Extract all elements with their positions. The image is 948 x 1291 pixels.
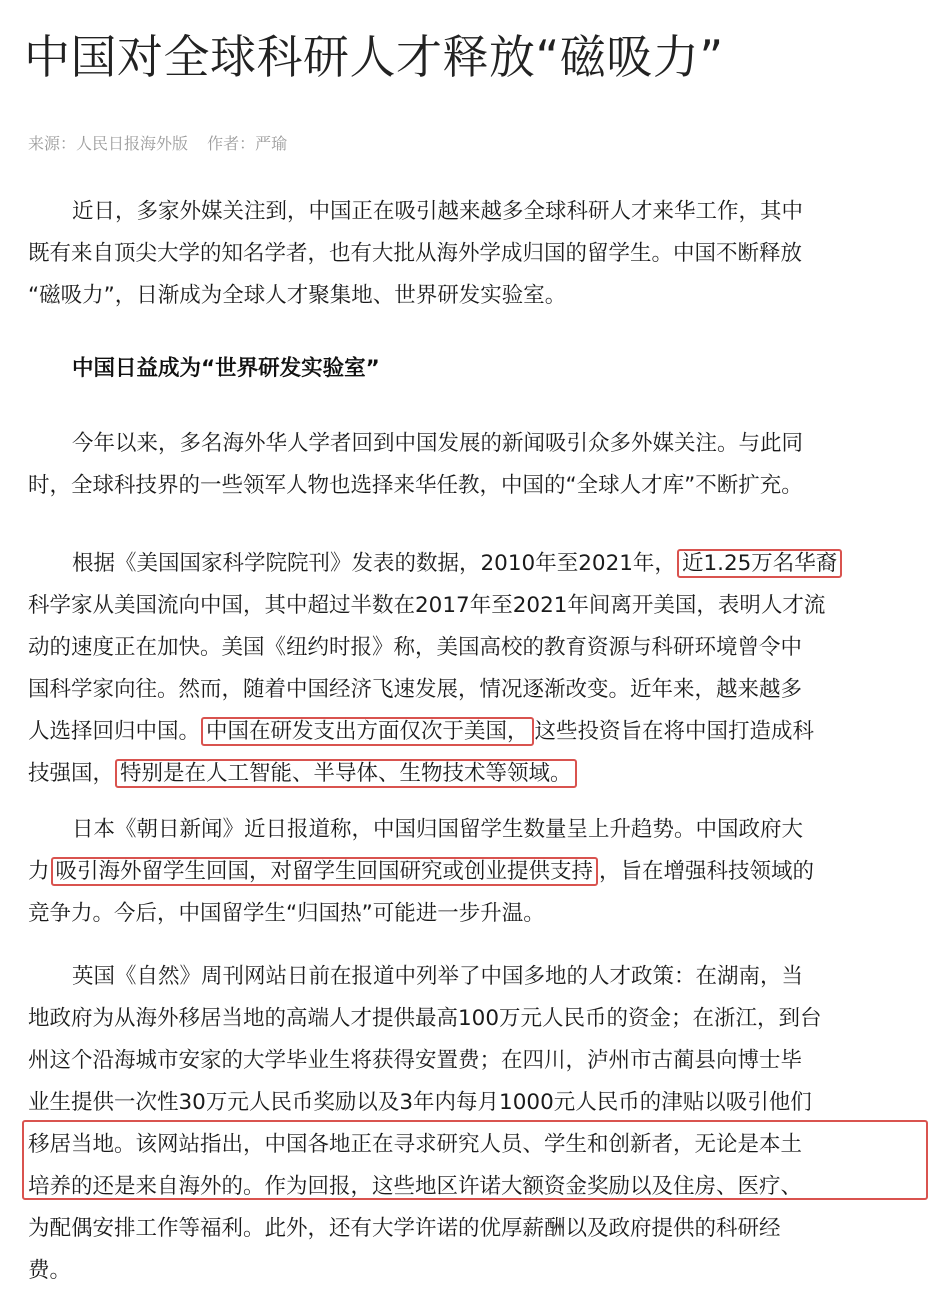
paragraph-line: 今年以来，多名海外华人学者回到中国发展的新闻吸引众多外媒关注。与此同 [72,431,804,456]
paragraph-pnas-data [28,543,920,795]
paragraph-line: 近日，多家外媒关注到，中国正在吸引越来越多全球科研人才来华工作，其中 [72,199,804,224]
text-segment: 技强国， [28,761,115,786]
paragraph-line [28,851,920,893]
text-segment: 根据《美国国家科学院院刊》发表的数据，2010年至2021年， [72,551,676,576]
text-segment: 力 [28,859,50,884]
paragraph-line: 培养的还是来自海外的。作为回报，这些地区许诺大额资金奖励以及住房、医疗、 [28,1174,803,1199]
article-title: 中国对全球科研人才释放“磁吸力” [24,30,724,84]
highlight-box: 近1.25万名华裔 [677,549,842,578]
paragraph-line: 国科学家向往。然而，随着中国经济飞速发展，情况逐渐改变。近年来，越来越多 [28,677,803,702]
article-meta [28,130,301,158]
paragraph-line [28,753,920,795]
highlight-box: 中国在研发支出方面仅次于美国， [201,717,534,746]
highlight-box: 吸引海外留学生回国，对留学生回国研究或创业提供支持 [51,857,599,886]
paragraph-line: 科学家从美国流向中国，其中超过半数在2017年至2021年间离开美国，表明人才流 [28,593,826,618]
paragraph-line: 时，全球科技界的一些领军人物也选择来华任教，中国的“全球人才库”不断扩充。 [28,473,803,498]
paragraph-line: 州这个沿海城市安家的大学毕业生将获得安置费；在四川，泸州市古蔺县向博士毕 [28,1048,803,1073]
paragraph-line: 业生提供一次性30万元人民币奖励以及3年内每月1000元人民币的津贴以吸引他们 [28,1090,812,1115]
paragraph-scholars [28,423,920,507]
paragraph-line: 移居当地。该网站指出，中国各地正在寻求研究人员、学生和创新者，无论是本土 [28,1132,803,1157]
text-segment: 人选择回归中国。 [28,719,201,744]
article-source: 来源：人民日报海外版 [28,134,189,153]
paragraph-line [28,543,920,585]
paragraph-line: 动的速度正在加快。美国《纽约时报》称，美国高校的教育资源与科研环境曾令中 [28,635,803,660]
text-segment: ，旨在增强科技领域的 [599,859,815,884]
paragraph-line: 既有来自顶尖大学的知名学者，也有大批从海外学成归国的留学生。中国不断释放 [28,241,803,266]
article-author: 作者：严瑜 [207,134,288,153]
paragraph-intro [28,191,920,317]
paragraph-line: 地政府为从海外移居当地的高端人才提供最高100万元人民币的资金；在浙江，到台 [28,1006,822,1031]
text-segment: 这些投资旨在将中国打造成科 [534,719,815,744]
paragraph-nature [28,956,920,1291]
paragraph-asahi [28,809,920,935]
paragraph-line [28,711,920,753]
highlight-box: 特别是在人工智能、半导体、生物技术等领域。 [115,759,577,788]
paragraph-line: “磁吸力”，日渐成为全球人才聚集地、世界研发实验室。 [28,283,567,308]
paragraph-line: 日本《朝日新闻》近日报道称，中国归国留学生数量呈上升趋势。中国政府大 [72,817,804,842]
paragraph-line: 英国《自然》周刊网站日前在报道中列举了中国多地的人才政策：在湖南，当 [72,964,804,989]
section-heading: 中国日益成为“世界研发实验室” [72,356,380,381]
paragraph-line: 为配偶安排工作等福利。此外，还有大学许诺的优厚薪酬以及政府提供的科研经 [28,1216,781,1241]
paragraph-line: 费。 [28,1258,72,1283]
paragraph-line: 竞争力。今后，中国留学生“归国热”可能进一步升温。 [28,901,545,926]
